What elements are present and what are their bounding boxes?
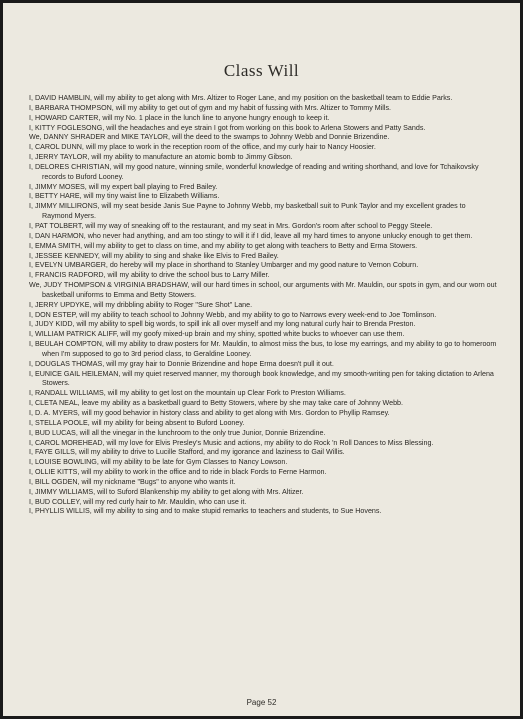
will-entry: I, DELORES CHRISTIAN, will my good nature, winning smile, wonderful knowledge of reading and writing shorthand, and love for Tchaikovsky records to Buford Looney. <box>29 162 479 181</box>
will-entry: I, BEULAH COMPTON, will my ability to draw posters for Mr. Mauldin, to almost miss the bus, to lose my earrings, and my ability to go to homeroom when I'm supposed to go to 3rd period class, to Geraldine Looney. <box>29 340 497 358</box>
will-entry: I, JERRY TAYLOR, will my ability to manufacture an atomic bomb to Jimmy Gibson. <box>29 153 293 162</box>
will-entry: I, FRANCIS RADFORD, will my ability to drive the school bus to Larry Miller. <box>29 271 270 280</box>
will-entry: I, CAROL DUNN, will my place to work in the reception room of the office, and my curly hair to Nancy Hoosier. <box>29 143 376 152</box>
will-entry: I, PHYLLIS WILLIS, will my ability to sing and to make stupid remarks to teachers and students, to Sue Hovens. <box>29 507 382 516</box>
will-entry: I, OLLIE KITTS, will my ability to work in the office and to ride in black Fords to Ferne Harmon. <box>29 468 327 477</box>
will-entry: I, HOWARD CARTER, will my No. 1 place in the lunch line to anyone hungry enough to keep it. <box>29 113 330 122</box>
will-entry: I, JIMMY MILLIRONS, will my seat beside Janis Sue Payne to Johnny Webb, my basketball suit to Punk Taylor and my excellent grades to Raymond Myers. <box>29 202 466 221</box>
will-entry: I, PAT TOLBERT, will my way of sneaking off to the restaurant, and my seat in Mrs. Gordon's room after school to Peggy Steele. <box>29 221 433 230</box>
will-entry: I, CAROL MOREHEAD, will my love for Elvis Presley's Music and actions, my ability to do Rock 'n Roll Dances to Miss Blessing. <box>29 438 434 447</box>
will-entry: I, BUD LUCAS, will all the vinegar in the lunchroom to the only true Junior, Donnie Brizendine. <box>29 428 326 437</box>
will-entry: I, JESSEE KENNEDY, will my ability to sing and shake like Elvis to Fred Bailey. <box>29 251 279 260</box>
will-entry: I, JIMMY MOSES, will my expert ball playing to Fred Bailey. <box>29 182 218 191</box>
will-entry: We, JUDY THOMPSON & VIRGINIA BRADSHAW, will our hard times in school, our arguments with Mr. Mauldin, our spots in gym, and our worn out basketball uniforms to Emma and Betty Stowers. <box>29 281 497 299</box>
will-entry: I, EMMA SMITH, will my ability to get to class on time, and my ability to get along with teachers to Betty and Erma Stowers. <box>29 241 418 250</box>
will-entry: I, STELLA POOLE, will my ability for being absent to Buford Looney. <box>29 418 245 427</box>
will-entry: I, KITTY FOGLESONG, will the headaches and eye strain I got from working on this book to Arlena Stowers and Patty Sands. <box>29 123 426 132</box>
will-entry: I, JERRY UPDYKE, will my dribbling ability to Roger "Sure Shot" Lane. <box>29 300 253 309</box>
will-entry: I, D. A. MYERS, will my good behavior in history class and ability to get along with Mrs. Gordon to Phyllip Ramsey. <box>29 409 390 417</box>
yearbook-page <box>3 3 520 716</box>
will-entry: We, DANNY SHRADER and MIKE TAYLOR, will the deed to the swamps to Johnny Webb and Donnie Brizendine. <box>29 133 390 142</box>
will-entry: I, DAN HARMON, who never had anything, and am too stingy to will it if I did, leave all my hard times to anyone unlucky enough to get them. <box>29 231 473 240</box>
will-entry: I, DAVID HAMBLIN, will my ability to get along with Mrs. Altizer to Roger Lane, and my position on the basketball team to Eddie Parks. <box>29 94 453 102</box>
will-entry: I, BARBARA THOMPSON, will my ability to get out of gym and my habit of fussing with Mrs. Altizer to Tommy Mills. <box>29 103 392 112</box>
will-entry: I, BETTY HARE, will my tiny waist line to Elizabeth Williams. <box>29 192 220 201</box>
will-entry: I, BILL OGDEN, will my nickname "Bugs" to anyone who wants it. <box>29 477 236 486</box>
will-entry: I, CLETA NEAL, leave my ability as a basketball guard to Betty Stowers, where by she may take care of Johnny Webb. <box>29 399 404 408</box>
will-entry: I, DOUGLAS THOMAS, will my gray hair to Donnie Brizendine and hope Erma doesn't pull it out. <box>29 359 334 368</box>
will-entry: I, BUD COLLEY, will my red curly hair to Mr. Mauldin, who can use it. <box>29 497 247 506</box>
will-entry: I, JIMMY WILLIAMS, will to Suford Blankenship my ability to get along with Mrs. Altizer. <box>29 487 304 496</box>
will-entry: I, RANDALL WILLIAMS, will my ability to get lost on the mountain up Clear Fork to Preston Williams. <box>29 389 346 398</box>
will-entry: I, EUNICE GAIL HEILEMAN, will my quiet reserved manner, my thorough book knowledge, and my smooth-writing pen for taking dictation to Arlena Stowers. <box>29 369 494 388</box>
will-entry: I, LOUISE BOWLING, will my ability to be late for Gym Classes to Nancy Lowson. <box>29 458 288 467</box>
will-entry: I, JUDY KIDD, will my ability to spell big words, to spill ink all over myself and my long natural curly hair to Brenda Preston. <box>29 320 416 329</box>
will-entry: I, WILLIAM PATRICK ALIFF, will my goofy mixed-up brain and my shiny, spotted white bucks to whoever can use them. <box>29 330 405 339</box>
will-entry: I, FAYE GILLS, will my ability to drive to Lucille Stafford, and my igorance and laziness to Gail Willis. <box>29 448 345 457</box>
page-number: Page 52 <box>246 698 277 707</box>
will-entry: I, EVELYN UMBARGER, do hereby will my place in shorthand to Stanley Umbarger and my good nature to Vernon Coburn. <box>29 261 419 270</box>
will-entry: I, DON ESTEP, will my ability to teach school to Johnny Webb, and my ability to go to Narrows every week-end to Joe Tomlinson. <box>29 310 437 319</box>
class-will-entries <box>29 94 497 517</box>
page-title: Class Will <box>223 61 300 80</box>
